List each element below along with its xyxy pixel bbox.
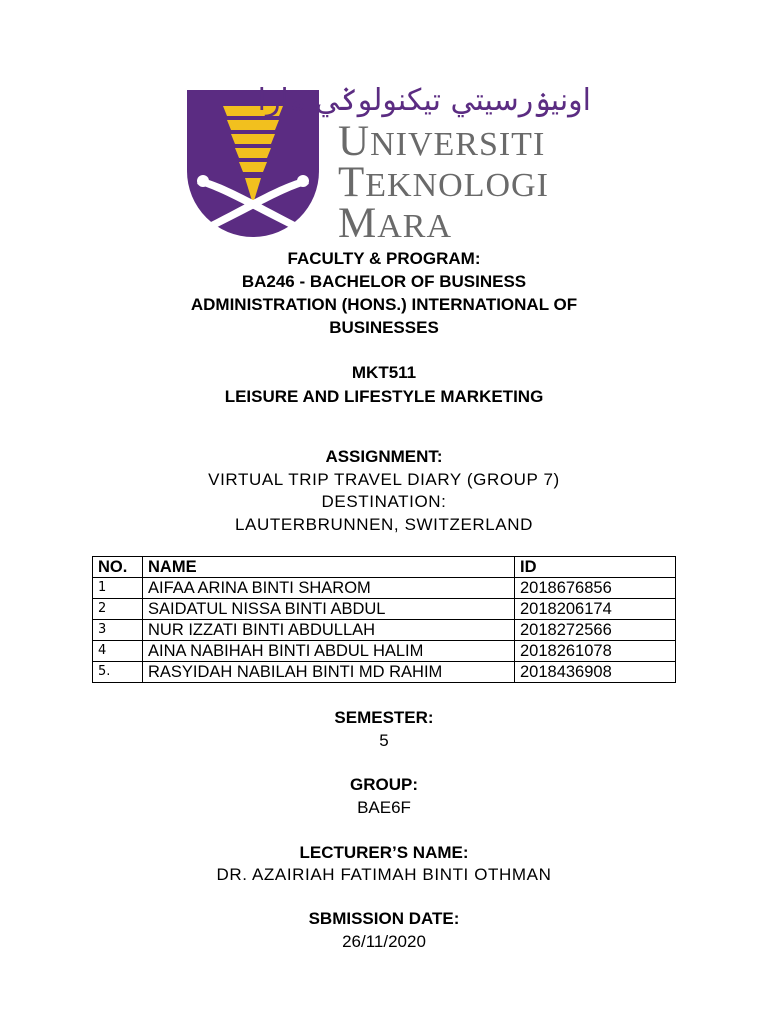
assignment-label: ASSIGNMENT: — [325, 447, 443, 466]
row-id: 2018676856 — [515, 578, 676, 599]
logo-name-line-2: TEKNOLOGI — [338, 159, 549, 206]
row-name: AIFAA ARINA BINTI SHAROM — [143, 578, 515, 599]
row-no: 2 — [93, 599, 143, 620]
program-line-3: BUSINESSES — [329, 318, 439, 337]
group-value: BAE6F — [357, 798, 411, 817]
row-no: 4 — [93, 641, 143, 662]
group-label: GROUP: — [350, 775, 418, 794]
semester-value: 5 — [379, 731, 389, 750]
table-header-row — [93, 557, 676, 578]
table-row — [93, 599, 676, 620]
lecturer-label: LECTURER’S NAME: — [299, 843, 469, 862]
row-no: 5. — [93, 662, 143, 683]
row-id: 2018206174 — [515, 599, 676, 620]
logo-jawi-text: اونيۏرسيتي تيكنولوݢي مارا — [257, 83, 591, 118]
row-name: AINA NABIHAH BINTI ABDUL HALIM — [143, 641, 515, 662]
row-id: 2018436908 — [515, 662, 676, 683]
table-row — [93, 578, 676, 599]
logo-name-line-3: MARA — [338, 200, 453, 247]
table-row — [93, 662, 676, 683]
lecturer-name: DR. AZAIRIAH FATIMAH BINTI OTHMAN — [216, 865, 552, 884]
row-no: 3 — [93, 620, 143, 641]
logo-name-line-1: UNIVERSITI — [338, 118, 546, 165]
submission-date: 26/11/2020 — [342, 932, 426, 951]
program-line-2: ADMINISTRATION (HONS.) INTERNATIONAL OF — [190, 295, 578, 314]
course-code: MKT511 — [351, 363, 417, 382]
table-row — [93, 641, 676, 662]
destination-value: LAUTERBRUNNEN, SWITZERLAND — [234, 515, 534, 534]
row-name: SAIDATUL NISSA BINTI ABDUL — [143, 599, 515, 620]
members-table — [92, 556, 676, 683]
header-no: NO. — [93, 557, 143, 578]
row-name: RASYIDAH NABILAH BINTI MD RAHIM — [143, 662, 515, 683]
row-name: NUR IZZATI BINTI ABDULLAH — [143, 620, 515, 641]
table-row — [93, 620, 676, 641]
header-id: ID — [515, 557, 676, 578]
header-name: NAME — [143, 557, 515, 578]
destination-label: DESTINATION: — [321, 492, 447, 511]
course-name: LEISURE AND LIFESTYLE MARKETING — [224, 387, 544, 406]
row-id: 2018261078 — [515, 641, 676, 662]
submission-label: SBMISSION DATE: — [308, 909, 460, 928]
row-no: 1 — [93, 578, 143, 599]
program-line-1: BA246 - BACHELOR OF BUSINESS — [241, 272, 527, 291]
assignment-title: VIRTUAL TRIP TRAVEL DIARY (GROUP 7) — [208, 470, 560, 489]
row-id: 2018272566 — [515, 620, 676, 641]
semester-label: SEMESTER: — [334, 708, 434, 727]
university-logo — [183, 80, 593, 245]
faculty-label: FACULTY & PROGRAM: — [287, 249, 481, 268]
